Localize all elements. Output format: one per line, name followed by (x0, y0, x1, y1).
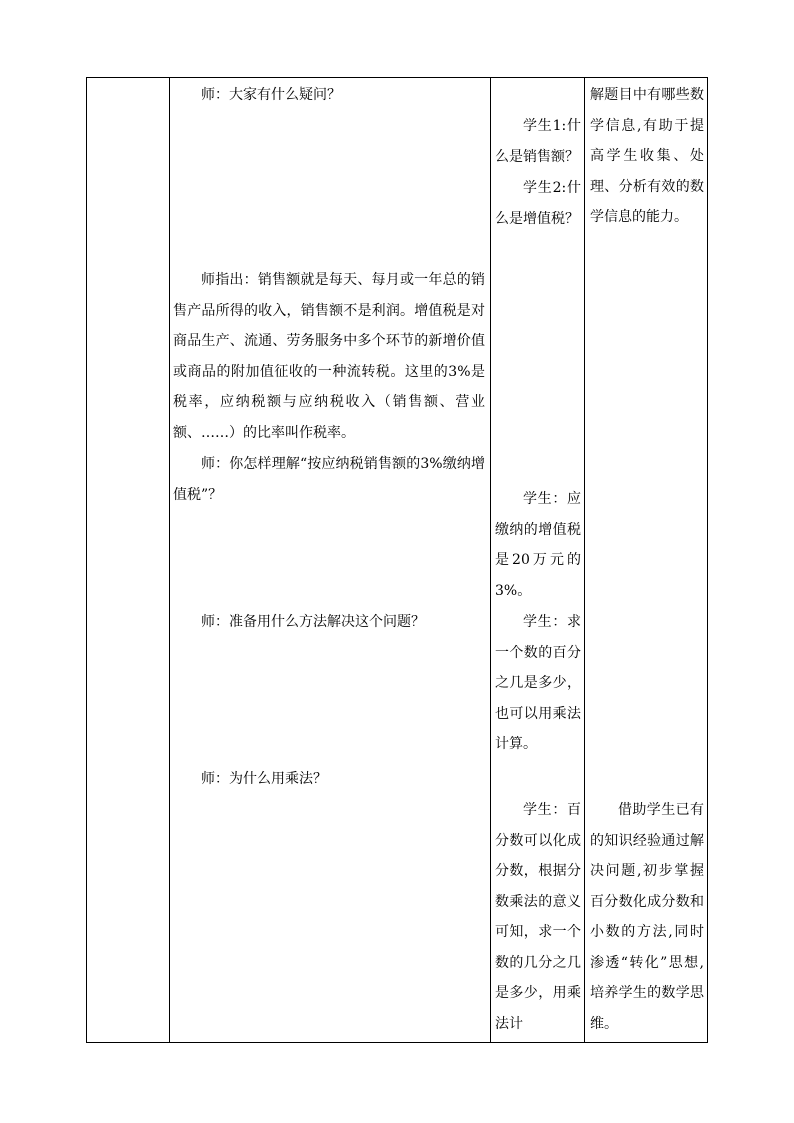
student-activity-cell (495, 78, 581, 1044)
column-divider (584, 78, 585, 1042)
teacher-activity-cell (173, 78, 485, 1044)
design-intent-1: 解题目中有哪些数学信息,有助于提高学生收集、处理、分析有效的数学信息的能力。 (590, 87, 704, 225)
student-question-sales: 学生1:什么是销售额？ (495, 118, 581, 165)
teacher-question-doubts: 师：大家有什么疑问？ (201, 87, 341, 103)
student-answer-why: 学生：百分数可以化成分数，根据分数乘法的意义可知，求一个数的几分之几是多少，用乘法计 (495, 802, 581, 1032)
column-divider (169, 78, 170, 1042)
teacher-question-method: 师：准备用什么方法解决这个问题？ (201, 614, 425, 630)
lesson-table (86, 77, 708, 1043)
teacher-explanation: 师指出：销售额就是每天、每月或一年总的销售产品所得的收入，销售额不是利润。增值税是对商品生产、流通、劳务服务中多个环节的新增价值或商品的附加值征收的一种流转税。这里的3%是税率，应纳税额与应纳税收入（销售额、营业额、……）的比率叫作税率。 (173, 272, 485, 441)
design-intent-2: 借助学生已有的知识经验通过解决问题,初步掌握百分数化成分数和小数的方法,同时渗透“转化”思想,培养学生的数学思维。 (590, 802, 704, 1032)
column-divider (490, 78, 491, 1042)
student-question-vat: 学生2:什么是增值税？ (495, 180, 581, 227)
student-answer-method: 学生：求一个数的百分之几是多少，也可以用乘法计算。 (495, 614, 581, 752)
student-answer-vat: 学生：应缴纳的增值税是20万元的3%。 (495, 491, 581, 599)
design-intent-cell (590, 78, 704, 1044)
teacher-question-why-multiply: 师：为什么用乘法？ (201, 771, 327, 787)
teacher-question-understanding: 师：你怎样理解“按应纳税销售额的3%缴纳增值税”？ (173, 456, 485, 503)
